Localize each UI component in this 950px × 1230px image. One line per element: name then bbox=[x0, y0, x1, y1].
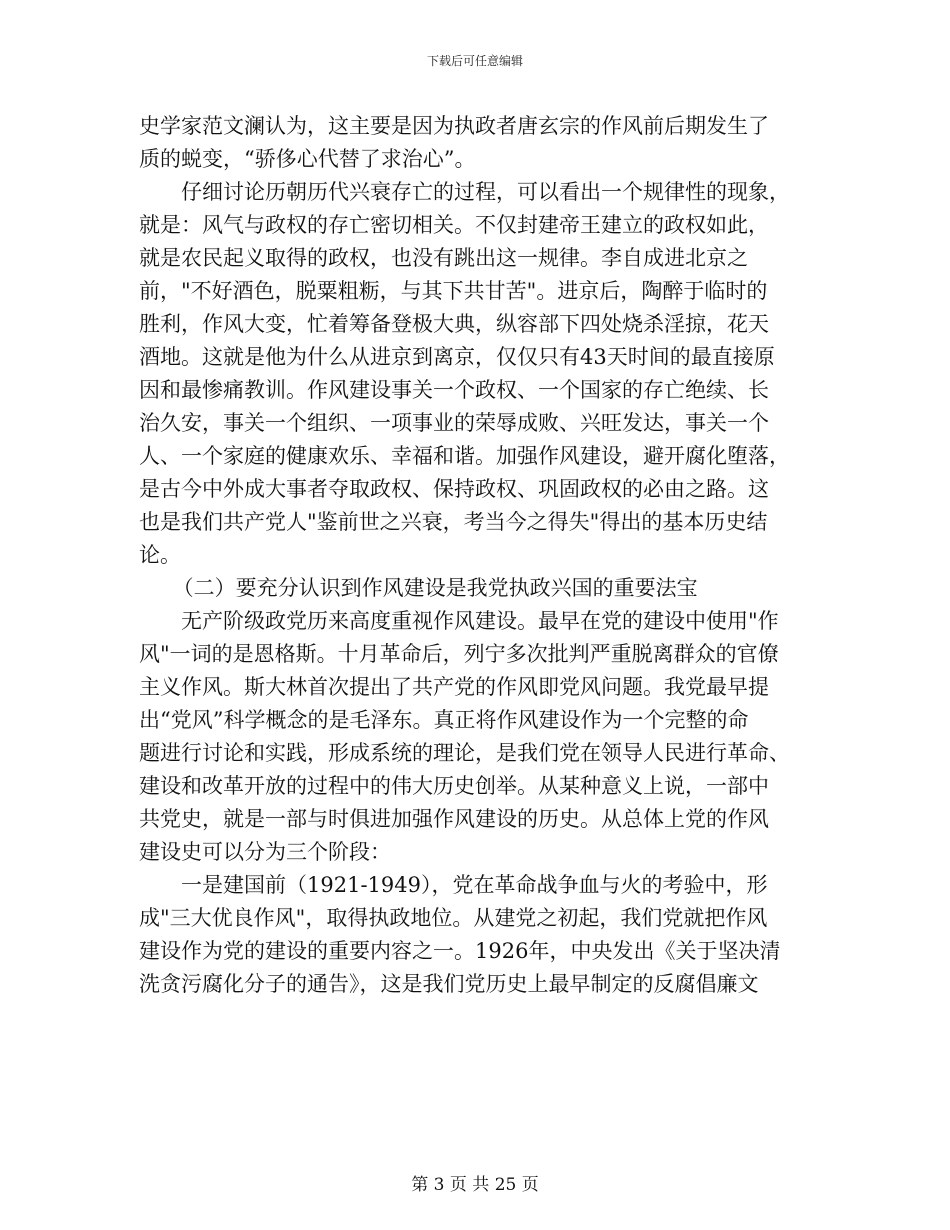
text-line: 建设和改革开放的过程中的伟大历史创举。从某种意义上说，一部中 bbox=[139, 774, 769, 798]
text-line: 前，"不好酒色，脱粟粗粝，与其下共甘苦"。进京后，陶醉于临时的 bbox=[139, 279, 768, 303]
text-line: 无产阶级政党历来高度重视作风建设。最早在党的建设中使用"作 bbox=[181, 609, 779, 633]
text-line: 胜利，作风大变，忙着筹备登极大典，纵容部下四处烧杀淫掠，花天 bbox=[139, 312, 769, 336]
document-body bbox=[139, 110, 811, 1001]
text-line: 人、一个家庭的健康欢乐、幸福和谐。加强作风建设，避开腐化堕落， bbox=[139, 444, 790, 468]
text-line: 仔细讨论历朝历代兴衰存亡的过程，可以看出一个规律性的现象， bbox=[181, 180, 790, 204]
text-line: 共党史，就是一部与时俱进加强作风建设的历史。从总体上党的作风 bbox=[139, 807, 769, 831]
text-line: 治久安，事关一个组织、一项事业的荣辱成败、兴旺发达，事关一个 bbox=[139, 411, 769, 435]
text-line: 出“党风”科学概念的是毛泽东。真正将作风建设作为一个完整的命 bbox=[139, 708, 749, 732]
text-line: 酒地。这就是他为什么从进京到离京，仅仅只有43天时间的最直接原 bbox=[139, 345, 775, 369]
page-header: 下载后可任意编辑 bbox=[426, 54, 523, 68]
text-line: 成"三大优良作风"，取得执政地位。从建党之初起，我们党就把作风 bbox=[139, 906, 768, 930]
text-line: 就是：风气与政权的存亡密切相关。不仅封建帝王建立的政权如此， bbox=[139, 213, 769, 237]
text-line: 质的蜕变，“骄侈心代替了求治心”。 bbox=[139, 147, 476, 171]
text-line: 风"一词的是恩格斯。十月革命后，列宁多次批判严重脱离群众的官僚 bbox=[139, 642, 779, 666]
text-line: 就是农民起义取得的政权，也没有跳出这一规律。李自成进北京之 bbox=[139, 246, 748, 270]
text-line: 洗贪污腐化分子的通告》，这是我们党历史上最早制定的反腐倡廉文 bbox=[139, 972, 759, 996]
text-line: 建设作为党的建设的重要内容之一。1926年，中央发出《关于坚决清 bbox=[139, 939, 781, 963]
text-line: 一是建国前（1921-1949），党在革命战争血与火的考验中，形 bbox=[181, 873, 768, 897]
text-line: 也是我们共产党人"鉴前世之兴衰，考当今之得失"得出的基本历史结 bbox=[139, 510, 768, 534]
text-line: 建设史可以分为三个阶段： bbox=[139, 840, 391, 864]
text-line: 主义作风。斯大林首次提出了共产党的作风即党风问题。我党最早提 bbox=[139, 675, 769, 699]
text-line: 史学家范文澜认为，这主要是因为执政者唐玄宗的作风前后期发生了 bbox=[139, 114, 769, 138]
text-line: 论。 bbox=[139, 543, 181, 567]
text-line: （二）要充分认识到作风建设是我党执政兴国的重要法宝 bbox=[172, 576, 698, 600]
page-footer: 第 3 页 共 25 页 bbox=[411, 1175, 539, 1195]
text-line: 题进行讨论和实践，形成系统的理论，是我们党在领导人民进行革命、 bbox=[139, 741, 790, 765]
text-line: 是古今中外成大事者夺取政权、保持政权、巩固政权的必由之路。这 bbox=[139, 477, 769, 501]
text-line: 因和最惨痛教训。作风建设事关一个政权、一个国家的存亡绝续、长 bbox=[139, 378, 769, 402]
